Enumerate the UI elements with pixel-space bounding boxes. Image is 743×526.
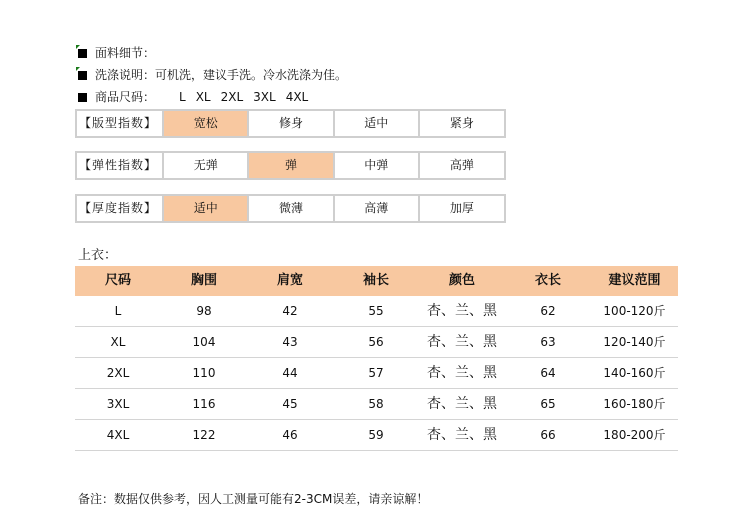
table-row bbox=[75, 389, 678, 420]
index-option: 微薄 bbox=[247, 196, 332, 221]
fabric-detail-line bbox=[78, 44, 155, 62]
table-cell: 42 bbox=[282, 304, 298, 318]
product-size-line bbox=[78, 88, 318, 106]
table-cell: 66 bbox=[540, 428, 556, 442]
size-option: L bbox=[179, 90, 186, 104]
index-option: 修身 bbox=[247, 111, 332, 136]
index-row bbox=[75, 109, 506, 138]
table-cell: 杏、兰、黑 bbox=[427, 303, 497, 319]
index-option: 高薄 bbox=[333, 196, 418, 221]
table-cell: 122 bbox=[192, 428, 216, 442]
index-label: 【版型指数】 bbox=[79, 116, 158, 130]
index-option: 弹 bbox=[247, 153, 332, 178]
table-cell: 杏、兰、黑 bbox=[427, 365, 497, 381]
table-row bbox=[75, 296, 678, 327]
size-option: 3XL bbox=[253, 90, 276, 104]
index-label: 【厚度指数】 bbox=[79, 201, 158, 215]
size-table-header bbox=[75, 266, 678, 296]
index-option: 中弹 bbox=[333, 153, 418, 178]
index-row bbox=[75, 151, 506, 180]
table-cell: 104 bbox=[192, 335, 216, 349]
table-header-cell: 尺码 bbox=[104, 273, 131, 288]
table-header-cell: 胸围 bbox=[190, 273, 217, 288]
size-option: 4XL bbox=[285, 90, 309, 104]
table-header-cell: 建议范围 bbox=[608, 273, 661, 288]
bullet-square-icon bbox=[78, 49, 87, 58]
table-cell: 43 bbox=[282, 335, 298, 349]
index-option: 加厚 bbox=[418, 196, 504, 221]
table-cell: 3XL bbox=[106, 397, 130, 411]
table-cell: 58 bbox=[368, 397, 384, 411]
size-option: XL bbox=[195, 90, 211, 104]
table-cell: 4XL bbox=[106, 428, 130, 442]
wash-instruction-line bbox=[78, 66, 347, 84]
table-cell: 180-200斤 bbox=[603, 428, 666, 442]
table-header-cell: 肩宽 bbox=[276, 273, 303, 288]
table-cell: 2XL bbox=[106, 366, 130, 380]
index-option: 适中 bbox=[333, 111, 418, 136]
table-cell: XL bbox=[110, 335, 126, 349]
table-cell: 杏、兰、黑 bbox=[427, 427, 497, 443]
table-header-cell: 袖长 bbox=[362, 273, 389, 288]
index-option: 高弹 bbox=[418, 153, 504, 178]
size-list bbox=[179, 90, 318, 104]
table-cell: 65 bbox=[540, 397, 556, 411]
table-cell: 140-160斤 bbox=[603, 366, 666, 380]
table-header-cell: 颜色 bbox=[448, 273, 475, 288]
table-row bbox=[75, 327, 678, 358]
table-cell: 45 bbox=[282, 397, 298, 411]
product-size-label: 商品尺码： bbox=[95, 90, 156, 104]
index-option: 无弹 bbox=[162, 153, 247, 178]
bullet-square-icon bbox=[78, 93, 87, 102]
table-cell: L bbox=[114, 304, 122, 318]
table-cell: 55 bbox=[368, 304, 384, 318]
table-cell: 杏、兰、黑 bbox=[427, 334, 497, 350]
index-label: 【弹性指数】 bbox=[79, 158, 158, 172]
upper-garment-label: 上衣： bbox=[78, 248, 118, 263]
table-cell: 62 bbox=[540, 304, 556, 318]
table-cell: 57 bbox=[368, 366, 384, 380]
table-cell: 杏、兰、黑 bbox=[427, 396, 497, 412]
fabric-detail-label: 面料细节： bbox=[95, 46, 156, 60]
size-table-body bbox=[75, 296, 678, 451]
table-cell: 110 bbox=[192, 366, 216, 380]
table-cell: 64 bbox=[540, 366, 556, 380]
index-option: 紧身 bbox=[418, 111, 504, 136]
wash-instruction-text: 洗涤说明：可机洗，建议手洗。冷水洗涤为佳。 bbox=[95, 68, 348, 82]
index-row bbox=[75, 194, 506, 223]
table-cell: 56 bbox=[368, 335, 384, 349]
table-cell: 160-180斤 bbox=[603, 397, 666, 411]
table-row bbox=[75, 420, 678, 451]
index-option: 适中 bbox=[162, 196, 247, 221]
table-cell: 44 bbox=[282, 366, 298, 380]
size-option: 2XL bbox=[220, 90, 244, 104]
disclaimer-note: 备注：数据仅供参考，因人工测量可能有2-3CM误差，请亲谅解！ bbox=[78, 492, 429, 506]
table-cell: 120-140斤 bbox=[603, 335, 666, 349]
bullet-square-icon bbox=[78, 71, 87, 80]
table-cell: 63 bbox=[540, 335, 556, 349]
table-cell: 116 bbox=[192, 397, 216, 411]
table-cell: 100-120斤 bbox=[603, 304, 666, 318]
index-option: 宽松 bbox=[162, 111, 247, 136]
size-table bbox=[75, 266, 678, 451]
table-cell: 59 bbox=[368, 428, 384, 442]
table-header-cell: 衣长 bbox=[534, 273, 561, 288]
table-cell: 46 bbox=[282, 428, 298, 442]
table-cell: 98 bbox=[196, 304, 212, 318]
table-row bbox=[75, 358, 678, 389]
